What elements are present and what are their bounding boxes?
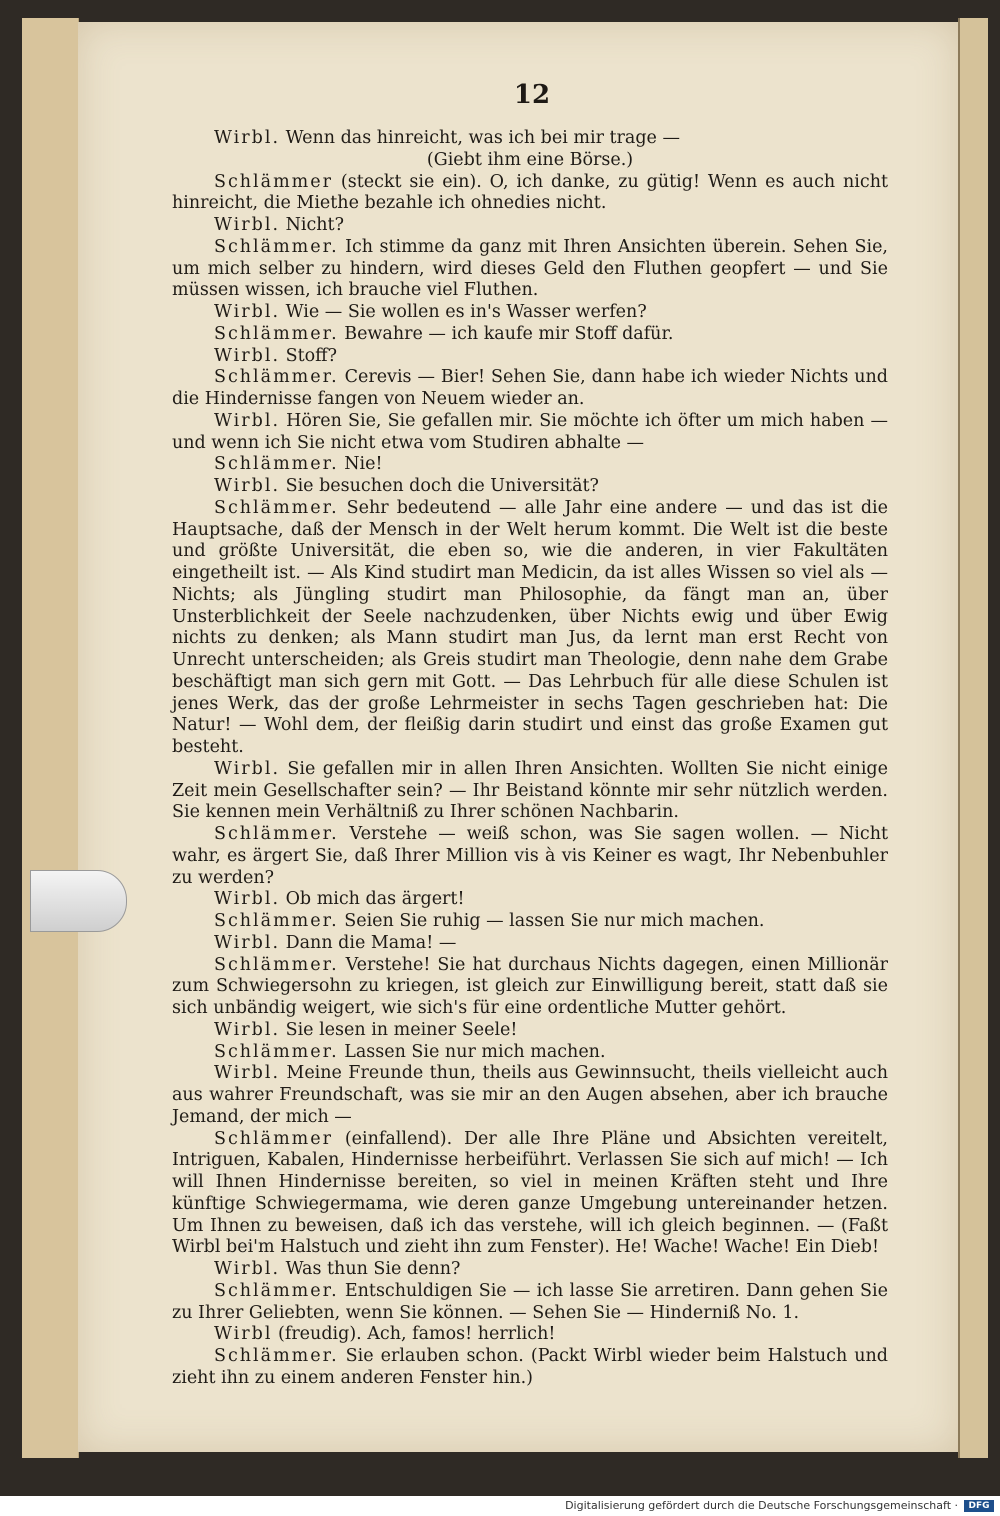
line-text: Nie!	[338, 454, 383, 475]
speaker-name: Schlämmer.	[214, 1346, 339, 1366]
line-text: Sie erlauben schon. (Packt Wirbl wieder beim Halstuch und zieht ihn zu einem anderen Fenster hin.)	[172, 1346, 888, 1388]
footer-credit: Digitalisierung gefördert durch die Deutsche Forschungsgemeinschaft ·	[565, 1499, 958, 1512]
page-number: 12	[513, 80, 551, 110]
speaker-name: Wirbl.	[214, 889, 281, 910]
dialogue-line	[172, 1129, 888, 1260]
dialogue-line	[172, 955, 888, 1020]
line-text: (Giebt ihm eine Börse.)	[426, 149, 634, 170]
line-text: Hören Sie, Sie gefallen mir. Sie möchte ich öfter um mich haben — und wenn ich Sie nicht etwa vom Studiren abhalte —	[172, 410, 888, 453]
dialogue-line	[172, 933, 888, 955]
dialogue-line	[172, 172, 888, 216]
dialogue-line	[172, 1042, 888, 1064]
speaker-name: Wirbl	[214, 1324, 273, 1345]
dialogue-line	[172, 1324, 888, 1346]
stage-direction	[172, 150, 888, 172]
dialogue-line	[172, 128, 888, 150]
line-text: Verstehe! Sie hat durchaus Nichts dagegen, einen Millionär zum Schwiegersohn zu kriegen, ist gleich zur Einwilligung bereit, statt daß sie sich unbändig weigert, wie sich's für eine ordentliche Mutter gehört.	[172, 954, 888, 1018]
dialogue-line	[172, 237, 888, 302]
dialogue-line	[172, 911, 888, 933]
speaker-name: Wirbl.	[214, 302, 281, 322]
line-text: Seien Sie ruhig — lassen Sie nur mich machen.	[338, 911, 765, 931]
book-cover-edge-right	[958, 18, 988, 1458]
line-text: Bewahre — ich kaufe mir Stoff dafür.	[338, 323, 674, 344]
dialogue-line	[172, 476, 888, 498]
speaker-name: Wirbl.	[214, 1063, 281, 1084]
line-text: Meine Freunde thun, theils aus Gewinnsucht, theils vielleicht auch aus wahrer Freundschaft, was sie mir an den Augen absehen, aber ich brauche Jemand, der mich —	[172, 1063, 888, 1127]
line-text: Nicht?	[280, 215, 344, 235]
speaker-name: Schlämmer.	[214, 1280, 339, 1301]
line-text: Ob mich das ärgert!	[280, 889, 465, 910]
line-text: Wie — Sie wollen es in's Wasser werfen?	[280, 302, 647, 322]
dialogue-line	[172, 1259, 888, 1281]
dialogue-line	[172, 411, 888, 455]
speaker-name: Schlämmer	[214, 1128, 334, 1149]
dialogue-line	[172, 302, 888, 324]
dialogue-line	[172, 1063, 888, 1128]
speaker-name: Schlämmer.	[214, 1041, 339, 1062]
line-text: Sie gefallen mir in allen Ihren Ansichten. Wollten Sie nicht einige Zeit mein Gesellschafter sein? — Ihr Beistand könnte mir sehr nützlich werden. Sie kennen mein Verhältniß zu Ihrer schönen Nachbarin.	[172, 758, 888, 823]
speaker-name: Wirbl.	[214, 345, 281, 366]
line-text: (einfallend). Der alle Ihre Pläne und Absichten vereitelt, Intriguen, Kabalen, Hindernisse herbeiführt. Verlassen Sie sich auf mich! — Ich will Ihnen Hindernisse bereiten, so viel in meinen Kräften steht und Ihre künftige Schwiegermama, wie deren ganze Umgebung untereinander hetzen. Um Ihnen zu beweisen, daß ich das verstehe, will ich gleich beginnen. — (Faßt Wirbl bei'm Halstuch und zieht ihn zum Fenster). He! Wache! Wache! Ein Dieb!	[172, 1128, 888, 1258]
dialogue-line	[172, 889, 888, 911]
line-text: Stoff?	[280, 345, 337, 366]
dialogue-line	[172, 824, 888, 889]
dialogue-line	[172, 759, 888, 824]
speaker-name: Wirbl.	[214, 1019, 281, 1040]
line-text: Wenn das hinreicht, was ich bei mir trage —	[280, 128, 680, 148]
line-text: Lassen Sie nur mich machen.	[338, 1041, 606, 1062]
dialogue-line	[172, 324, 888, 346]
speaker-name: Wirbl.	[214, 1259, 281, 1279]
line-text: Sehr bedeutend — alle Jahr eine andere — und das ist die Hauptsache, daß der Mensch in der Welt herum kommt. Die Welt ist die beste und größte Universität, die eben so, wie die anderen, in vier Fakultäten eingetheilt ist. — Als Kind studirt man Medicin, da ist alles Wissen so viel als — Nichts; als Jüngling studirt man Philosophie, da fängt man an, über Unsterblichkeit der Seele nachzudenken, über Nichts ewig und über Ewig nichts zu denken; als Mann studirt man Jus, da lernt man erst Recht von Unrecht unterscheiden; als Greis studirt man Theologie, denn nahe dem Grabe beschäftigt man sich gern mit Gott. — Das Lehrbuch für alle diese Schulen ist jenes Werk, das der große Lehrmeister in sechs Tagen geschrieben hat: Die Natur! — Wohl dem, der fleißig darin studirt und einst das große Examen gut besteht.	[172, 497, 888, 757]
speaker-name: Wirbl.	[214, 215, 281, 235]
speaker-name: Schlämmer.	[214, 954, 339, 975]
page-text	[172, 128, 888, 1390]
line-text: Sie lesen in meiner Seele!	[280, 1019, 518, 1040]
speaker-name: Wirbl.	[214, 476, 281, 496]
speaker-name: Wirbl.	[214, 758, 281, 779]
page-clip	[30, 870, 127, 932]
line-text: Sie besuchen doch die Universität?	[280, 476, 599, 496]
line-text: Was thun Sie denn?	[280, 1259, 461, 1279]
dfg-logo: DFG	[964, 1500, 994, 1512]
speaker-name: Schlämmer.	[214, 911, 339, 931]
dialogue-line	[172, 1346, 888, 1390]
speaker-name: Schlämmer.	[214, 497, 339, 518]
dialogue-line	[172, 367, 888, 411]
dialogue-line	[172, 1281, 888, 1325]
line-text: Cerevis — Bier! Sehen Sie, dann habe ich wieder Nichts und die Hindernisse fangen von Neuem wieder an.	[172, 367, 888, 409]
dialogue-line	[172, 1020, 888, 1042]
speaker-name: Schlämmer	[214, 171, 334, 192]
line-text: Entschuldigen Sie — ich lasse Sie arretiren. Dann gehen Sie zu Ihrer Geliebten, wenn Sie können. — Sehen Sie — Hinderniß No. 1.	[172, 1280, 888, 1323]
speaker-name: Schlämmer.	[214, 236, 339, 257]
dialogue-line	[172, 498, 888, 759]
dialogue-line	[172, 215, 888, 237]
speaker-name: Schlämmer.	[214, 454, 339, 475]
line-text: (steckt sie ein). O, ich danke, zu gütig! Wenn es auch nicht hinreicht, die Miethe bezahle ich ohnedies nicht.	[172, 171, 888, 214]
speaker-name: Wirbl.	[214, 128, 281, 148]
speaker-name: Schlämmer.	[214, 367, 339, 388]
line-text: Dann die Mama! —	[280, 932, 457, 953]
line-text: Ich stimme da ganz mit Ihren Ansichten überein. Sehen Sie, um mich selber zu hindern, wird dieses Geld den Fluthen geopfert — und Sie müssen wissen, ich brauche viel Fluthen.	[172, 236, 888, 301]
line-text: (freudig). Ach, famos! herrlich!	[272, 1324, 556, 1345]
dialogue-line	[172, 454, 888, 476]
speaker-name: Schlämmer.	[214, 323, 339, 344]
speaker-name: Wirbl.	[214, 410, 281, 431]
dialogue-line	[172, 346, 888, 368]
line-text: Verstehe — weiß schon, was Sie sagen wollen. — Nicht wahr, es ärgert Sie, daß Ihrer Million vis à vis Keiner es wagt, Ihr Nebenbuhler zu werden?	[172, 824, 888, 888]
book-cover-edge-left	[22, 18, 79, 1458]
speaker-name: Wirbl.	[214, 932, 281, 953]
speaker-name: Schlämmer.	[214, 824, 339, 844]
